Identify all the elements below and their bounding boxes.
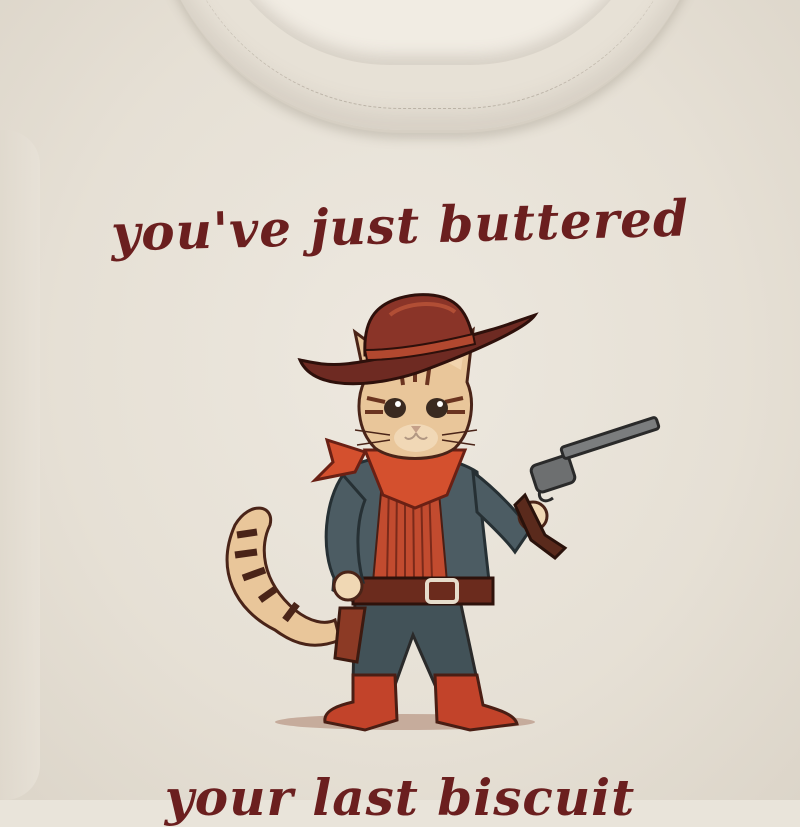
left-eye — [384, 398, 406, 418]
gun-belt — [353, 578, 493, 604]
cowboy-cat-illustration — [215, 290, 675, 750]
cowboy-hat — [300, 295, 535, 384]
pants — [353, 600, 477, 685]
left-paw — [334, 572, 362, 600]
caption-bottom: your last biscuit — [164, 768, 636, 827]
right-eye — [426, 398, 448, 418]
right-boot — [435, 675, 517, 730]
caption-top: you've just buttered — [110, 188, 690, 263]
left-boot — [325, 675, 397, 730]
revolver — [515, 417, 659, 558]
